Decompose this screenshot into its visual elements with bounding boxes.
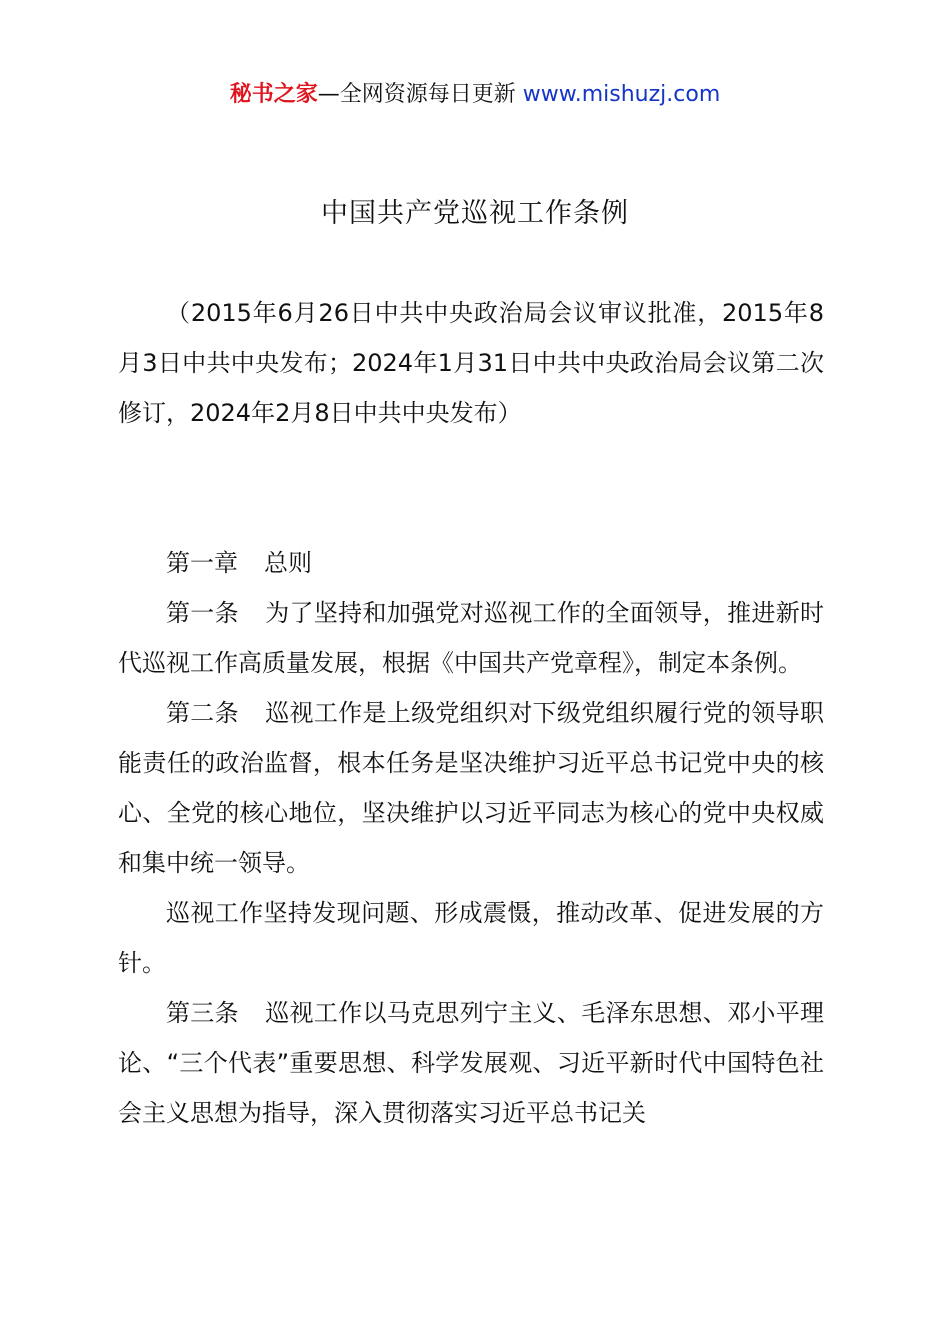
- article-label: 第一条: [166, 599, 239, 627]
- article-text: 巡视工作坚持发现问题、形成震慑，推动改革、促进发展的方针。: [118, 899, 824, 977]
- article-label: 第三条: [166, 999, 239, 1027]
- adoption-note: （2015年6月26日中共中央政治局会议审议批准，2015年8月3日中共中央发布；2024年1月31日中共中央政治局会议第二次修订，2024年2月8日中共中央发布）: [118, 299, 824, 427]
- header-slogan: —全网资源每日更新: [317, 82, 516, 107]
- article-text: 为了坚持和加强党对巡视工作的全面领导，推进新时代巡视工作高质量发展，根据《中国共产党章程》，制定本条例。: [118, 599, 825, 677]
- chapter-number: 第一章: [166, 549, 238, 577]
- article-body: [118, 588, 824, 1138]
- article-paragraph: [118, 688, 824, 888]
- site-url-link[interactable]: www.mishuzj.com: [522, 82, 721, 107]
- chapter-heading: [166, 538, 312, 588]
- article-text: 巡视工作是上级党组织对下级党组织履行党的领导职能责任的政治监督，根本任务是坚决维护习近平总书记党中央的核心、全党的核心地位，坚决维护以习近平同志为核心的党中央权威和集中统一领导。: [118, 699, 825, 877]
- article-paragraph: [118, 988, 824, 1138]
- chapter-title: 总则: [264, 549, 312, 577]
- article-paragraph: [118, 588, 824, 688]
- article-paragraph: [118, 888, 824, 988]
- article-label: 第二条: [166, 699, 239, 727]
- brand-name: 秘书之家: [229, 82, 318, 107]
- document-title: 中国共产党巡视工作条例: [321, 198, 629, 229]
- article-text: 巡视工作以马克思列宁主义、毛泽东思想、邓小平理论、“三个代表”重要思想、科学发展观、习近平新时代中国特色社会主义思想为指导，深入贯彻落实习近平总书记关: [118, 999, 825, 1127]
- site-header: [0, 78, 950, 112]
